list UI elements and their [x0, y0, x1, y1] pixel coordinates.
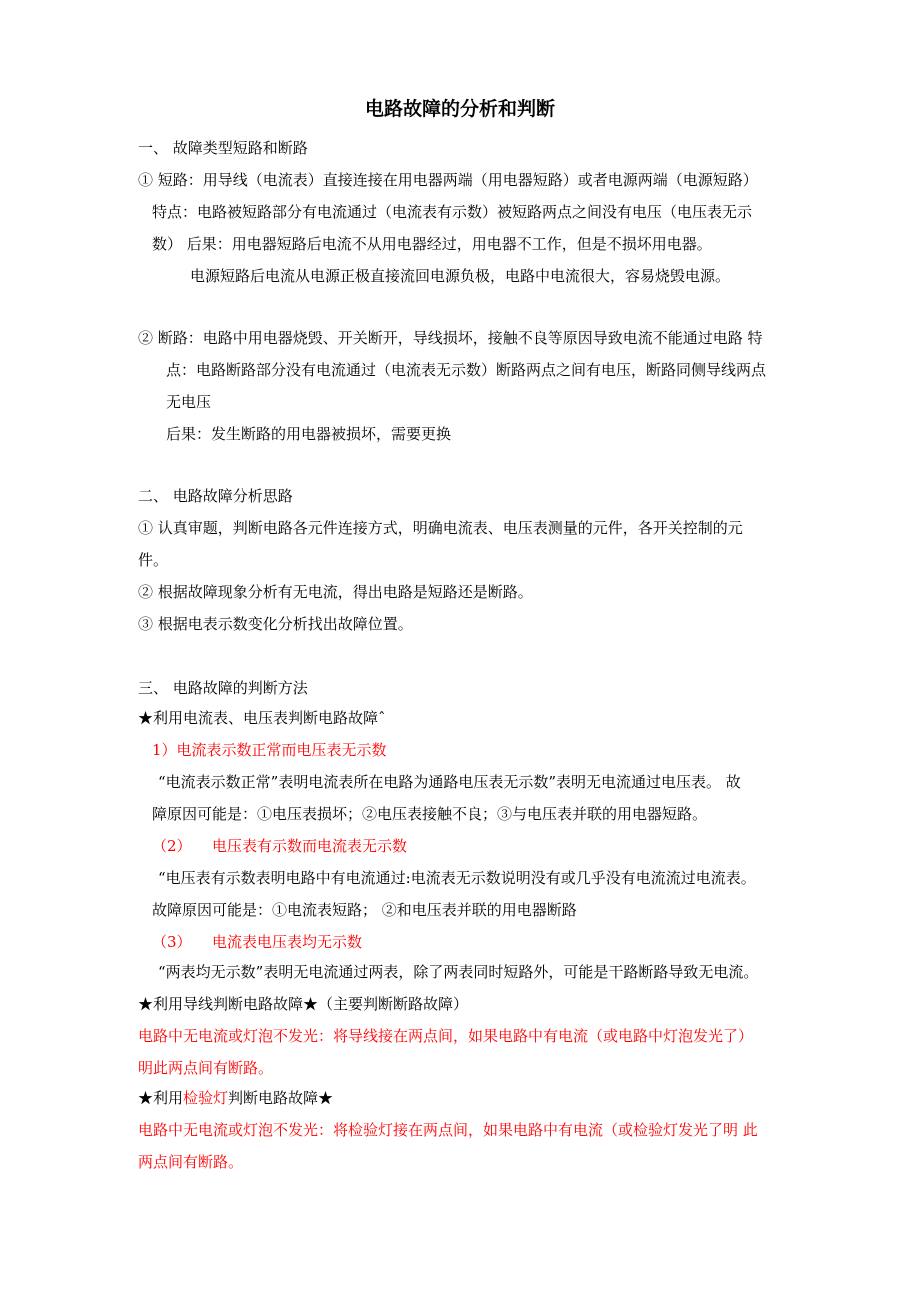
case-1-title: 1）电流表示数正常而电压表无示数 [152, 741, 387, 759]
short-circuit-line-1: ① 短路：用导线（电流表）直接连接在用电器两端（用电器短路）或者电源两端（电源短路） [138, 171, 758, 189]
lamp-title-prefix: ★利用 [138, 1089, 184, 1107]
analysis-item-2: ② 根据故障现象分析有无电流，得出电路是短路还是断路。 [138, 583, 533, 601]
case-1-line-a: “电流表示数正常”表明电流表所在电路为通路电压表无示数”表明无电流通过电压表。 故 [158, 773, 741, 791]
wire-method-line-a: 电路中无电流或灯泡不发光：将导线接在两点间，如果电路中有电流（或电路中灯泡发光了） [138, 1027, 754, 1045]
lamp-method-line-a: 电路中无电流或灯泡不发光：将检验灯接在两点间，如果电路中有电流（或检验灯发光了明 此 [138, 1121, 758, 1139]
wire-method-title: ★利用导线判断电路故障★（主要判断断路故障） [138, 995, 469, 1013]
lamp-method-title [138, 1088, 333, 1108]
case-3-line-a: “两表均无示数”表明无电流通过两表，除了两表同时短路外，可能是干路断路导致无电流。 [158, 963, 759, 981]
short-circuit-line-3: 数） 后果：用电器短路后电流不从用电器经过，用电器不工作，但是不损坏用电器。 [152, 235, 712, 253]
analysis-item-3: ③ 根据电表示数变化分析找出故障位置。 [138, 615, 413, 633]
analysis-item-1a: ① 认真审题，判断电路各元件连接方式，明确电流表、电压表测量的元件，各开关控制的元 [138, 519, 743, 537]
section-1-heading: 一、 故障类型短路和断路 [138, 139, 308, 157]
lamp-title-suffix: 判断电路故障★ [228, 1089, 334, 1107]
case-2-line-a: “电压表有示数表明电路中有电流通过:电流表无示数说明没有或几乎没有电流流过电流表。 [158, 869, 756, 887]
case-2-line-b: 故障原因可能是：①电流表短路； ②和电压表并联的用电器断路 [152, 901, 577, 919]
case-3-number: （3） [152, 933, 192, 951]
open-circuit-line-4: 后果：发生断路的用电器被损坏，需要更换 [166, 425, 452, 443]
short-circuit-line-2: 特点：电路被短路部分有电流通过（电流表有示数）被短路两点之间没有电压（电压表无示 [152, 203, 753, 221]
case-3-title: 电流表电压表均无示数 [212, 933, 363, 951]
short-circuit-line-4: 电源短路后电流从电源正极直接流回电源负极，电路中电流很大，容易烧毁电源。 [190, 267, 731, 285]
case-1-line-b: 障原因可能是：①电压表损坏；②电压表接触不良；③与电压表并联的用电器短路。 [152, 805, 708, 823]
open-circuit-line-3: 无电压 [166, 393, 212, 411]
open-circuit-line-2: 点：电路断路部分没有电流通过（电流表无示数）断路两点之间有电压，断路同侧导线两点 [166, 361, 767, 379]
wire-method-line-b: 明此两点间有断路。 [138, 1059, 274, 1077]
meter-method-title: ★利用电流表、电压表判断电路故障ˆ [138, 709, 386, 727]
case-2-number: （2） [152, 837, 192, 855]
section-3-heading: 三、 电路故障的判断方法 [138, 679, 308, 697]
lamp-method-line-b: 两点间有断路。 [138, 1153, 244, 1171]
section-2-heading: 二、 电路故障分析思路 [138, 487, 293, 505]
analysis-item-1b: 件。 [138, 551, 169, 569]
case-2-title: 电压表有示数而电流表无示数 [212, 837, 408, 855]
lamp-title-highlight: 检验灯 [183, 1089, 229, 1107]
open-circuit-line-1: ② 断路：电路中用电器烧毁、开关断开，导线损坏，接触不良等原因导致电流不能通过电路 特 [138, 329, 763, 347]
document-title: 电路故障的分析和判断 [364, 98, 555, 120]
